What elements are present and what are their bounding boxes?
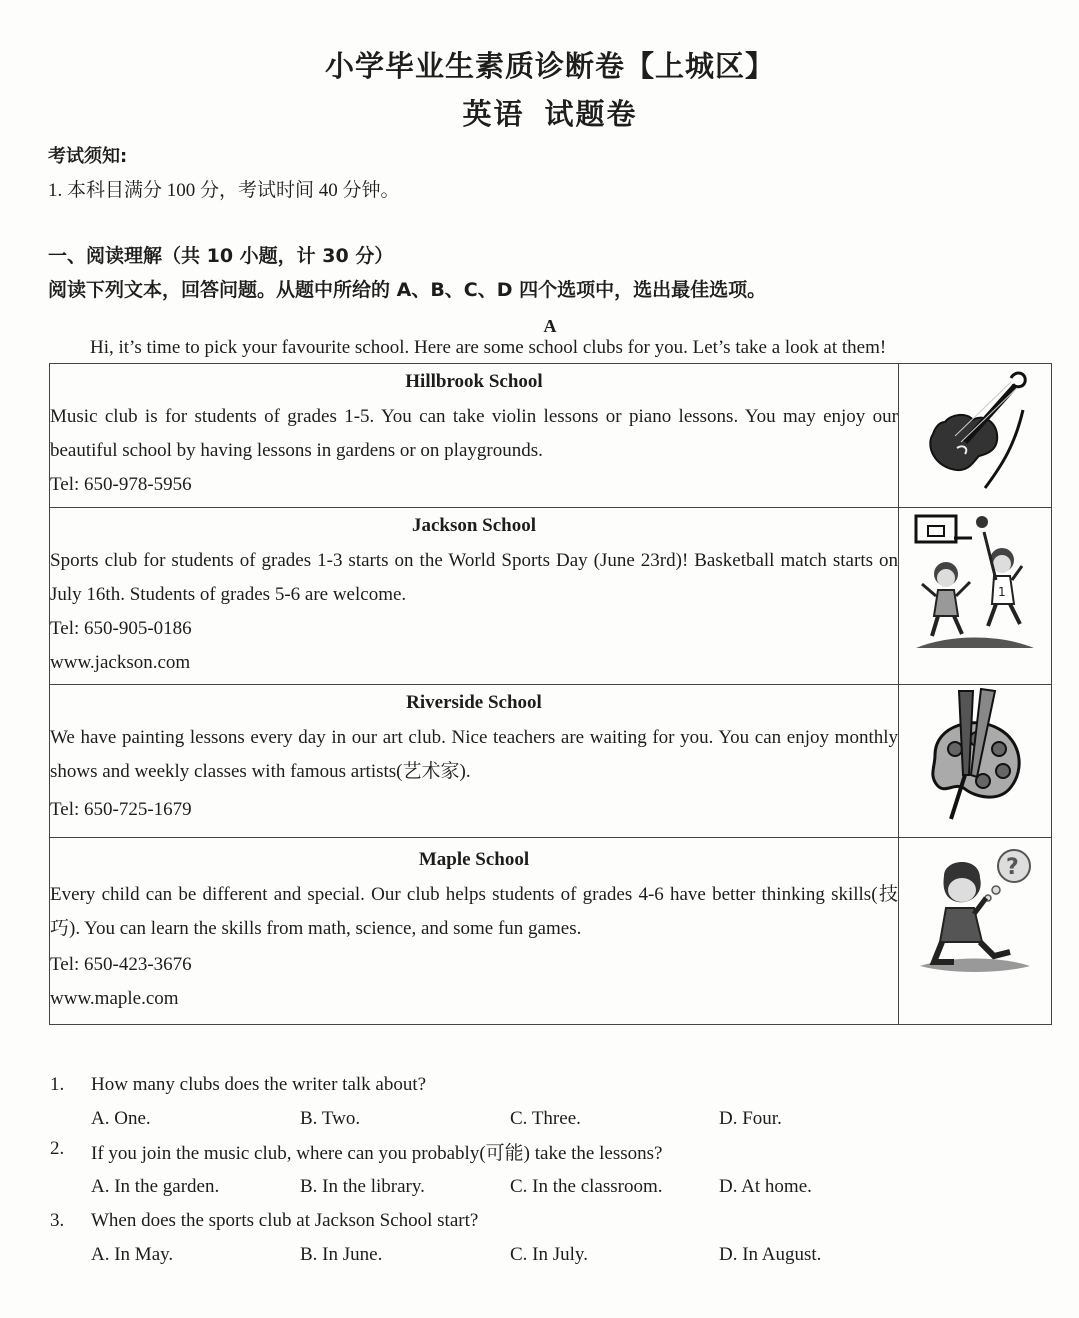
- school-info: [50, 838, 899, 1025]
- question-2: [50, 1138, 950, 1202]
- school-image: [899, 838, 1052, 1025]
- question-1: [50, 1074, 950, 1134]
- school-image: [899, 685, 1052, 838]
- option-a: A. One.: [91, 1108, 151, 1129]
- school-name: Hillbrook School: [405, 371, 543, 392]
- table-row: [50, 508, 1052, 685]
- section-instruction: 阅读下列文本，回答问题。从题中所给的 A、B、C、D 四个选项中，选出最佳选项。: [48, 279, 767, 301]
- school-name: Maple School: [418, 849, 530, 870]
- section-heading: 一、阅读理解（共 10 小题，计 30 分）: [48, 245, 394, 267]
- school-info: [50, 685, 899, 838]
- question-text: If you join the music club, where can you probably(可能) take the lessons?: [91, 1143, 663, 1164]
- question-text: When does the sports club at Jackson School start?: [91, 1210, 479, 1231]
- school-tel: Tel: 650-905-0186: [50, 618, 192, 639]
- basketball-icon: [910, 508, 1040, 658]
- question-3: [50, 1210, 950, 1274]
- table-row: [50, 364, 1052, 508]
- school-website: www.jackson.com: [50, 652, 191, 673]
- school-description: Music club is for students of grades 1-5. You can take violin lessons or piano lessons. You may enjoy our beautiful school by having lessons in gardens or on playgrounds.: [50, 406, 898, 461]
- table-row: [50, 685, 1052, 838]
- school-description: We have painting lessons every day in our art club. Nice teachers are waiting for you. You can enjoy monthly shows and weekly classes with famous artists(艺术家).: [50, 727, 898, 782]
- notice-item: 1. 本科目满分 100 分，考试时间 40 分钟。: [48, 180, 400, 201]
- svg-text:1: 1: [998, 585, 1006, 599]
- option-c: C. Three.: [510, 1108, 581, 1129]
- school-image: [899, 364, 1052, 508]
- school-clubs-table: [49, 363, 1052, 1025]
- notice-heading: 考试须知:: [48, 146, 128, 167]
- question-text: How many clubs does the writer talk about?: [91, 1074, 427, 1095]
- school-name: Jackson School: [411, 515, 537, 536]
- passage-label: A: [543, 316, 557, 336]
- table-row: [50, 838, 1052, 1025]
- school-name: Riverside School: [406, 692, 542, 713]
- option-b: B. Two.: [300, 1108, 361, 1129]
- palette-icon: [915, 685, 1035, 825]
- option-b: B. In the library.: [300, 1176, 425, 1197]
- option-c: C. In July.: [510, 1244, 588, 1265]
- school-description: Every child can be different and special. Our club helps students of grades 4-6 have better thinking skills(技巧). You can learn the skills from math, science, and some fun games.: [50, 884, 898, 939]
- question-number: 1.: [50, 1074, 65, 1095]
- option-d: D. Four.: [719, 1108, 782, 1129]
- option-a: A. In the garden.: [91, 1176, 220, 1197]
- school-info: [50, 364, 899, 508]
- option-d: D. In August.: [719, 1244, 822, 1265]
- school-image: [899, 508, 1052, 685]
- question-number: 3.: [50, 1210, 65, 1231]
- thinking-icon: [910, 838, 1040, 978]
- school-description: Sports club for students of grades 1-3 starts on the World Sports Day (June 23rd)! Basketball match starts on July 16th. Students of grades 5-6 are welcome.: [50, 550, 898, 605]
- school-tel: Tel: 650-423-3676: [50, 954, 192, 975]
- page-title: 小学毕业生素质诊断卷【上城区】: [324, 49, 775, 83]
- svg-text:?: ?: [1006, 855, 1019, 880]
- question-number: 2.: [50, 1138, 65, 1159]
- option-d: D. At home.: [719, 1176, 812, 1197]
- school-tel: Tel: 650-978-5956: [50, 474, 192, 495]
- option-a: A. In May.: [91, 1244, 174, 1265]
- option-b: B. In June.: [300, 1244, 383, 1265]
- page-subtitle: 英语 试题卷: [462, 97, 638, 131]
- passage-intro: Hi, it’s time to pick your favourite school. Here are some school clubs for you. Let’s take a look at them!: [90, 337, 887, 358]
- option-c: C. In the classroom.: [510, 1176, 663, 1197]
- school-tel: Tel: 650-725-1679: [50, 799, 192, 820]
- violin-icon: [915, 364, 1035, 492]
- school-website: www.maple.com: [50, 988, 179, 1009]
- school-info: [50, 508, 899, 685]
